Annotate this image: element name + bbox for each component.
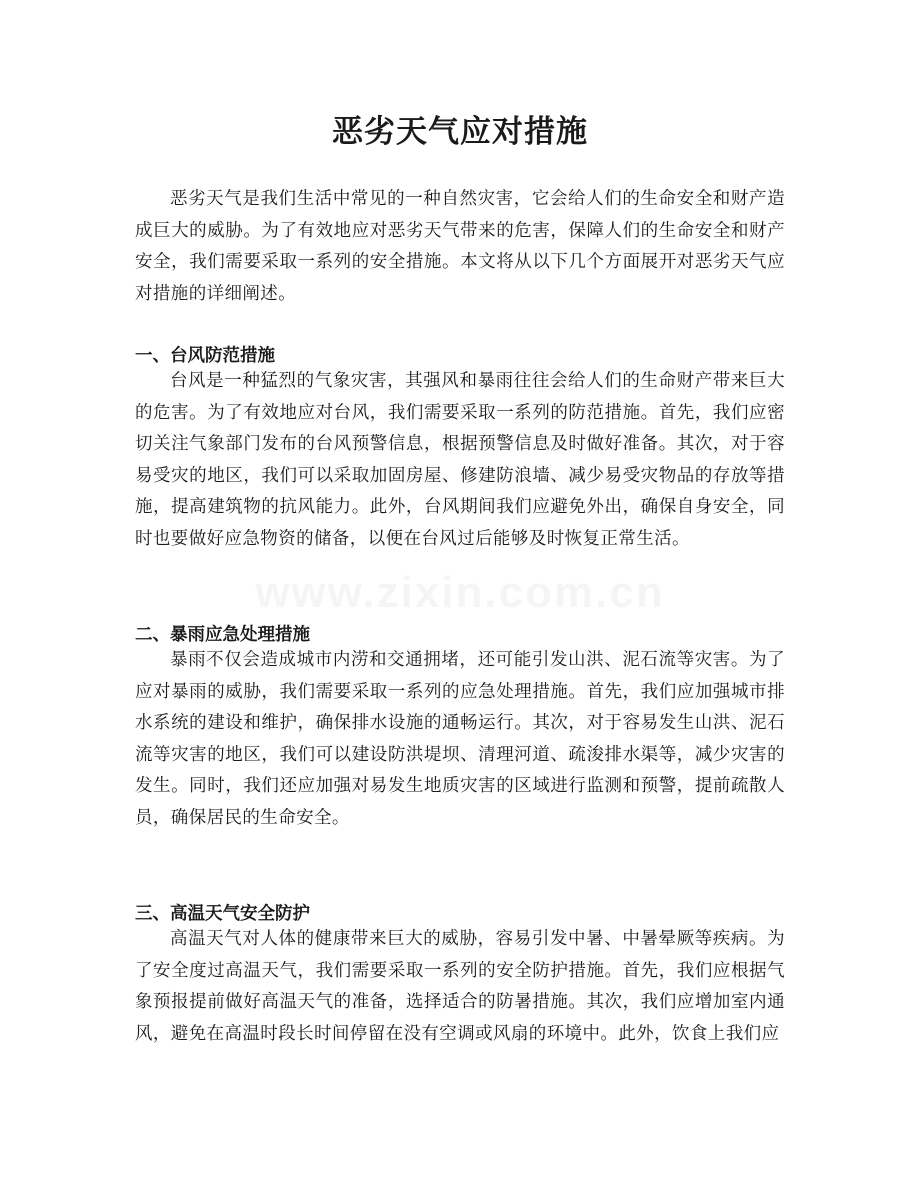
section-body-typhoon: 台风是一种猛烈的气象灾害，其强风和暴雨往往会给人们的生命财产带来巨大的危害。为了有效地应对台风，我们需要采取一系列的防范措施。首先，我们应密切关注气象部门发布的台风预警信息，根据预警信息及时做好准备。其次，对于容易受灾的地区，我们可以采取加固房屋、修建防浪墙、减少易受灾物品的存放等措施，提高建筑物的抗风能力。此外，台风期间我们应避免外出，确保自身安全，同时也要做好应急物资的储备，以便在台风过后能够及时恢复正常生活。 xyxy=(135,371,785,549)
section-heading-rainstorm: 二、暴雨应急处理措施 xyxy=(135,625,310,645)
section-body-heat: 高温天气对人体的健康带来巨大的威胁，容易引发中暑、中暑晕厥等疾病。为了安全度过高温天气，我们需要采取一系列的安全防护措施。首先，我们应根据气象预报提前做好高温天气的准备，选择适合的防暑措施。其次，我们应增加室内通风，避免在高温时段长时间停留在没有空调或风扇的环境中。此外，饮食上我们应 xyxy=(135,929,785,1044)
watermark: www.zixin.com.cn xyxy=(255,568,665,617)
document-title: 恶劣天气应对措施 xyxy=(332,114,588,150)
intro-paragraph: 恶劣天气是我们生活中常见的一种自然灾害，它会给人们的生命安全和财产造成巨大的威胁。为了有效地应对恶劣天气带来的危害，保障人们的生命安全和财产安全，我们需要采取一系列的安全措施。本文将从以下几个方面展开对恶劣天气应对措施的详细阐述。 xyxy=(135,189,785,304)
section-body-rainstorm: 暴雨不仅会造成城市内涝和交通拥堵，还可能引发山洪、泥石流等灾害。为了应对暴雨的威胁，我们需要采取一系列的应急处理措施。首先，我们应加强城市排水系统的建设和维护，确保排水设施的通畅运行。其次，对于容易发生山洪、泥石流等灾害的地区，我们可以建设防洪堤坝、清理河道、疏浚排水渠等，减少灾害的发生。同时，我们还应加强对易发生地质灾害的区域进行监测和预警，提前疏散人员，确保居民的生命安全。 xyxy=(135,650,785,828)
section-heading-heat: 三、高温天气安全防护 xyxy=(135,904,310,924)
section-heading-typhoon: 一、台风防范措施 xyxy=(135,346,275,366)
